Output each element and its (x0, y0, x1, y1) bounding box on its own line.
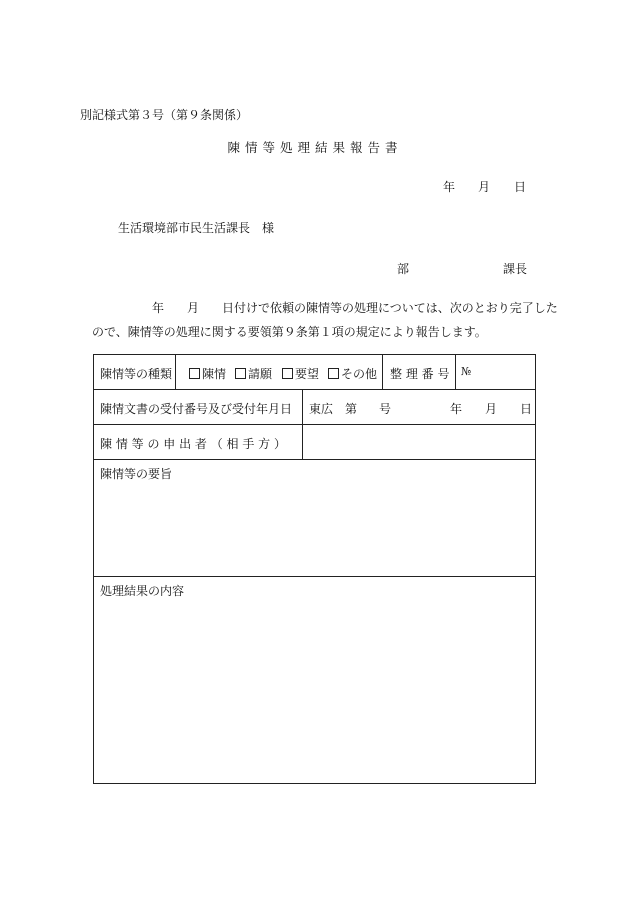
receipt-label: 陳情文書の受付番号及び受付年月日 (100, 402, 293, 416)
col-divider (455, 355, 456, 389)
row-divider (94, 576, 535, 577)
document-title: 陳情等処理結果報告書 (227, 140, 403, 155)
col-divider (175, 355, 176, 389)
row-divider (94, 424, 535, 425)
col-divider (382, 355, 383, 389)
applicant-field[interactable] (306, 427, 530, 455)
type-option-other[interactable]: その他 (328, 365, 377, 382)
serial-label: 整 理 番 号 (390, 367, 450, 381)
checkbox-icon (235, 368, 246, 379)
report-date-month: 月 (478, 180, 491, 194)
body-month: 月 (187, 301, 200, 315)
receipt-year: 年 (450, 402, 463, 416)
checkbox-icon (328, 368, 339, 379)
form-number: 別記様式第３号（第９条関係） (80, 108, 249, 122)
report-date-day: 日 (514, 180, 527, 194)
summary-label: 陳情等の要旨 (100, 467, 173, 481)
type-option-petition[interactable]: 陳情 (189, 365, 226, 382)
sender-title: 課長 (503, 262, 528, 276)
applicant-label: 陳 情 等 の 申 出 者 （ 相 手 方 ） (100, 437, 286, 451)
serial-field[interactable]: № (461, 365, 472, 378)
receipt-month: 月 (485, 402, 498, 416)
result-label: 処理結果の内容 (100, 584, 185, 598)
row-divider (94, 459, 535, 460)
type-option-request[interactable]: 請願 (235, 365, 272, 382)
checkbox-icon (189, 368, 200, 379)
receipt-day: 日 (520, 402, 533, 416)
sender-department: 部 (397, 262, 410, 276)
report-table (93, 354, 536, 784)
type-option-demand[interactable]: 要望 (282, 365, 319, 382)
body-line-1-rest: 日付けで依頼の陳情等の処理については、次のとおり完了した (222, 301, 558, 315)
body-year: 年 (152, 301, 165, 315)
col-divider (302, 389, 303, 459)
checkbox-icon (282, 368, 293, 379)
body-line-2: ので、陳情等の処理に関する要領第９条第１項の規定により報告します。 (92, 325, 487, 339)
row-divider (94, 389, 535, 390)
type-label: 陳情等の種類 (100, 367, 173, 381)
addressee: 生活環境部市民生活課長 様 (118, 221, 275, 235)
receipt-number-suffix: 号 (379, 402, 392, 416)
report-date-year: 年 (443, 180, 456, 194)
receipt-prefix: 東広 第 (309, 402, 358, 416)
